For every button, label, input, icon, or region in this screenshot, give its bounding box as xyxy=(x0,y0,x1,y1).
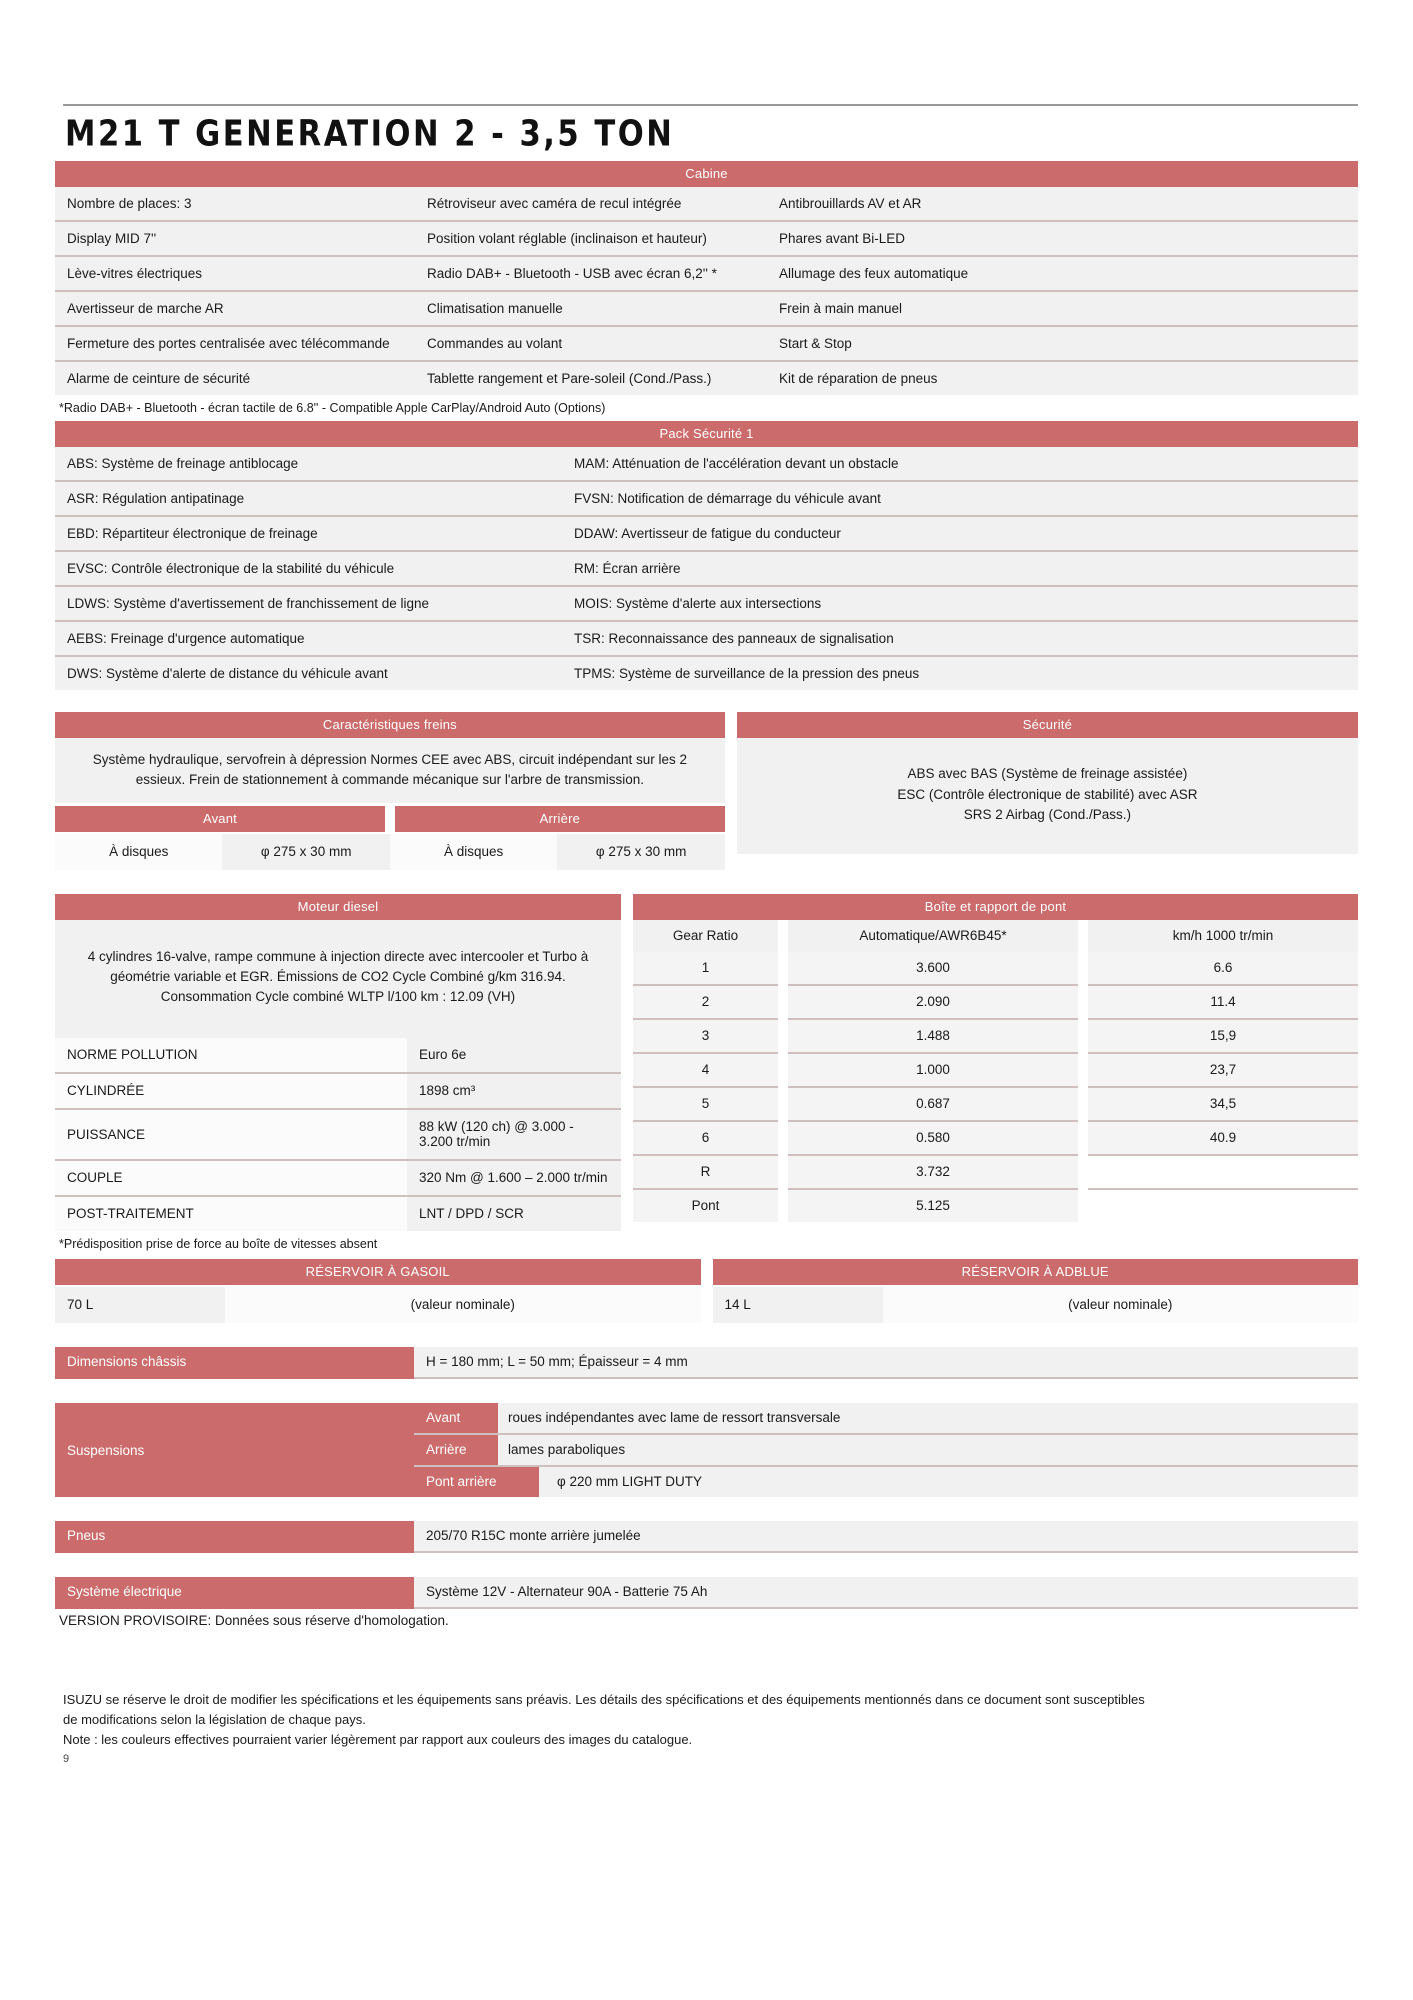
gear-index: 2 xyxy=(633,985,778,1019)
cabine-cell: Frein à main manuel xyxy=(767,291,1358,326)
table-row xyxy=(55,447,1358,481)
dimensions-chassis-row xyxy=(55,1347,1358,1379)
gear-index: 6 xyxy=(633,1121,778,1155)
table-row xyxy=(414,1467,1358,1497)
moteur-spec-label: NORME POLLUTION xyxy=(55,1038,407,1073)
table-row xyxy=(55,1073,621,1109)
gear-ratio-table xyxy=(633,920,1358,1222)
cabine-cell: Start & Stop xyxy=(767,326,1358,361)
cabine-cell: Tablette rangement et Pare-soleil (Cond./Pass.) xyxy=(415,361,767,395)
freins-values xyxy=(55,834,725,870)
gear-col-automatique: Automatique/AWR6B45* xyxy=(788,920,1078,952)
reservoir-adblue-value: 14 L xyxy=(713,1287,883,1323)
gear-ratio-value: 3.600 xyxy=(788,952,1078,985)
gear-ratio-value: 1.488 xyxy=(788,1019,1078,1053)
moteur-spec-value: 88 kW (120 ch) @ 3.000 - 3.200 tr/min xyxy=(407,1109,621,1160)
securite-cell: EVSC: Contrôle électronique de la stabilité du véhicule xyxy=(55,551,562,586)
boite-section-header: Boîte et rapport de pont xyxy=(633,894,1358,920)
table-row xyxy=(55,291,1358,326)
table-row xyxy=(414,1403,1358,1435)
securite-cell: AEBS: Freinage d'urgence automatique xyxy=(55,621,562,656)
legal-disclaimer xyxy=(55,1628,1358,1750)
gear-ratio-value: 2.090 xyxy=(788,985,1078,1019)
cabine-cell: Fermeture des portes centralisée avec télécommande xyxy=(55,326,415,361)
gear-kmh-value xyxy=(1088,1155,1358,1189)
gear-ratio-value: 0.580 xyxy=(788,1121,1078,1155)
table-row xyxy=(633,1189,1358,1222)
table-row xyxy=(55,586,1358,621)
table-row xyxy=(55,256,1358,291)
gear-index: 3 xyxy=(633,1019,778,1053)
moteur-spec-value: 320 Nm @ 1.600 – 2.000 tr/min xyxy=(407,1160,621,1196)
securite-line-3: SRS 2 Airbag (Cond./Pass.) xyxy=(963,807,1132,823)
securite-cell: TSR: Reconnaissance des panneaux de signalisation xyxy=(562,621,1358,656)
suspension-key-avant: Avant xyxy=(414,1403,498,1433)
gear-kmh-value: 23,7 xyxy=(1088,1053,1358,1087)
table-row xyxy=(55,621,1358,656)
pack-securite-section-header: Pack Sécurité 1 xyxy=(55,421,1358,447)
cabine-cell: Antibrouillards AV et AR xyxy=(767,187,1358,221)
moteur-description: 4 cylindres 16-valve, rampe commune à injection directe avec intercooler et Turbo à géométrie variable et EGR. Émissions de CO2 Cycle Combiné g/km 316.94. Consommation Cycle combiné WLTP l/100 km : 12.09 (VH) xyxy=(55,920,621,1038)
suspension-key-arriere: Arrière xyxy=(414,1435,498,1465)
moteur-boite-section xyxy=(55,894,1358,1231)
moteur-footnote: *Prédisposition prise de force au boîte de vitesses absent xyxy=(55,1231,1358,1257)
gear-index: Pont xyxy=(633,1189,778,1222)
cabine-cell: Radio DAB+ - Bluetooth - USB avec écran 6,2'' * xyxy=(415,256,767,291)
moteur-spec-table xyxy=(55,1038,621,1231)
gear-index: R xyxy=(633,1155,778,1189)
moteur-spec-label: PUISSANCE xyxy=(55,1109,407,1160)
cabine-cell: Lève-vitres électriques xyxy=(55,256,415,291)
gear-index: 4 xyxy=(633,1053,778,1087)
table-row xyxy=(55,481,1358,516)
gear-kmh-value: 11.4 xyxy=(1088,985,1358,1019)
table-row xyxy=(633,1053,1358,1087)
suspension-value-pont-arriere: φ 220 mm LIGHT DUTY xyxy=(539,1467,1358,1497)
securite-cell: RM: Écran arrière xyxy=(562,551,1358,586)
reservoirs-section xyxy=(55,1259,1358,1323)
page-title: M21 T GENERATION 2 - 3,5 TON xyxy=(65,112,675,155)
systeme-electrique-value: Système 12V - Alternateur 90A - Batterie 75 Ah xyxy=(414,1577,1358,1609)
securite-line-1: ABS avec BAS (Système de freinage assistée) xyxy=(907,765,1188,781)
table-row xyxy=(633,1155,1358,1189)
suspensions-rows xyxy=(414,1403,1358,1497)
freins-arriere-dim: φ 275 x 30 mm xyxy=(557,834,724,870)
securite-cell: EBD: Répartiteur électronique de freinage xyxy=(55,516,562,551)
gear-col-ratio: Gear Ratio xyxy=(633,920,778,952)
boite-block xyxy=(633,894,1358,1231)
moteur-spec-label: COUPLE xyxy=(55,1160,407,1196)
table-row xyxy=(633,1121,1358,1155)
cabine-table xyxy=(55,187,1358,395)
cabine-cell: Alarme de ceinture de sécurité xyxy=(55,361,415,395)
legal-line-2: de modifications selon la législation de chaque pays. xyxy=(63,1712,366,1728)
table-row xyxy=(55,656,1358,690)
table-row xyxy=(633,985,1358,1019)
dimensions-chassis-label: Dimensions châssis xyxy=(55,1347,414,1379)
pneus-row xyxy=(55,1521,1358,1553)
table-row xyxy=(55,1196,621,1231)
gear-kmh-value: 40.9 xyxy=(1088,1121,1358,1155)
gear-kmh-value: 6.6 xyxy=(1088,952,1358,985)
reservoir-adblue-note: (valeur nominale) xyxy=(883,1287,1359,1323)
cabine-section-header: Cabine xyxy=(55,161,1358,187)
cabine-cell: Allumage des feux automatique xyxy=(767,256,1358,291)
securite-cell: ASR: Régulation antipatinage xyxy=(55,481,562,516)
cabine-cell: Position volant réglable (inclinaison et hauteur) xyxy=(415,221,767,256)
reservoir-gasoil-block xyxy=(55,1259,701,1323)
cabine-cell: Display MID 7'' xyxy=(55,221,415,256)
cabine-cell: Phares avant Bi-LED xyxy=(767,221,1358,256)
gear-ratio-value: 5.125 xyxy=(788,1189,1078,1222)
freins-arriere-type: À disques xyxy=(390,834,557,870)
reservoir-adblue-header: RÉSERVOIR À ADBLUE xyxy=(713,1259,1359,1285)
moteur-spec-value: Euro 6e xyxy=(407,1038,621,1073)
cabine-cell: Rétroviseur avec caméra de recul intégrée xyxy=(415,187,767,221)
table-row xyxy=(633,952,1358,985)
moteur-section-header: Moteur diesel xyxy=(55,894,621,920)
cabine-cell: Climatisation manuelle xyxy=(415,291,767,326)
legal-line-1: ISUZU se réserve le droit de modifier les spécifications et les équipements sans préavis. Les détails des spécifications et des équipements mentionnés dans ce document sont susceptibles xyxy=(63,1692,1145,1708)
reservoir-gasoil-note: (valeur nominale) xyxy=(225,1287,701,1323)
moteur-spec-value: 1898 cm³ xyxy=(407,1073,621,1109)
pneus-value: 205/70 R15C monte arrière jumelée xyxy=(414,1521,1358,1553)
gear-kmh-value xyxy=(1088,1189,1358,1222)
cabine-footnote: *Radio DAB+ - Bluetooth - écran tactile de 6.8'' - Compatible Apple CarPlay/Android Auto (Options) xyxy=(55,395,1358,421)
table-row xyxy=(55,326,1358,361)
gear-kmh-value: 15,9 xyxy=(1088,1019,1358,1053)
table-row xyxy=(633,1087,1358,1121)
gear-ratio-value: 0.687 xyxy=(788,1087,1078,1121)
suspension-value-avant: roues indépendantes avec lame de ressort transversale xyxy=(498,1403,1358,1433)
freins-subheaders xyxy=(55,806,725,832)
table-row xyxy=(55,1038,621,1073)
gear-index: 5 xyxy=(633,1087,778,1121)
dimensions-chassis-value: H = 180 mm; L = 50 mm; Épaisseur = 4 mm xyxy=(414,1347,1358,1379)
gear-ratio-value: 3.732 xyxy=(788,1155,1078,1189)
securite-cell: TPMS: Système de surveillance de la pression des pneus xyxy=(562,656,1358,690)
reservoir-gasoil-value: 70 L xyxy=(55,1287,225,1323)
table-row xyxy=(55,1160,621,1196)
freins-avant-type: À disques xyxy=(55,834,222,870)
gear-ratio-value: 1.000 xyxy=(788,1053,1078,1087)
reservoir-gasoil-header: RÉSERVOIR À GASOIL xyxy=(55,1259,701,1285)
reservoir-gasoil-values xyxy=(55,1287,701,1323)
freins-avant-dim: φ 275 x 30 mm xyxy=(222,834,389,870)
version-provisoire-note: VERSION PROVISOIRE: Données sous réserve d'homologation. xyxy=(59,1613,449,1629)
pack-securite-table xyxy=(55,447,1358,690)
securite-section-header: Sécurité xyxy=(737,712,1358,738)
securite-block xyxy=(737,712,1358,870)
table-row xyxy=(55,361,1358,395)
reservoir-adblue-block xyxy=(713,1259,1359,1323)
freins-securite-section xyxy=(55,712,1358,870)
freins-block xyxy=(55,712,725,870)
systeme-electrique-row xyxy=(55,1577,1358,1609)
freins-description: Système hydraulique, servofrein à dépression Normes CEE avec ABS, circuit indépendant sur les 2 essieux. Frein de stationnement à commande mécanique sur l'arbre de transmission. xyxy=(55,738,725,803)
suspension-value-arriere: lames paraboliques xyxy=(498,1435,1358,1465)
moteur-spec-label: POST-TRAITEMENT xyxy=(55,1196,407,1231)
securite-cell: LDWS: Système d'avertissement de franchissement de ligne xyxy=(55,586,562,621)
table-row xyxy=(55,187,1358,221)
securite-cell: DWS: Système d'alerte de distance du véhicule avant xyxy=(55,656,562,690)
cabine-cell: Commandes au volant xyxy=(415,326,767,361)
gear-kmh-value: 34,5 xyxy=(1088,1087,1358,1121)
cabine-cell: Nombre de places: 3 xyxy=(55,187,415,221)
securite-body xyxy=(737,738,1358,854)
cabine-cell: Avertisseur de marche AR xyxy=(55,291,415,326)
legal-line-3: Note : les couleurs effectives pourraient varier légèrement par rapport aux couleurs des images du catalogue. xyxy=(63,1732,693,1748)
gear-index: 1 xyxy=(633,952,778,985)
pneus-label: Pneus xyxy=(55,1521,414,1553)
moteur-spec-value: LNT / DPD / SCR xyxy=(407,1196,621,1231)
securite-cell: MOIS: Système d'alerte aux intersections xyxy=(562,586,1358,621)
systeme-electrique-label: Système électrique xyxy=(55,1577,414,1609)
moteur-spec-label: CYLINDRÉE xyxy=(55,1073,407,1109)
table-row xyxy=(55,551,1358,586)
table-row xyxy=(55,516,1358,551)
moteur-block xyxy=(55,894,621,1231)
page-number: 9 xyxy=(63,1752,70,1765)
table-row xyxy=(633,1019,1358,1053)
freins-section-header: Caractéristiques freins xyxy=(55,712,725,738)
gear-col-kmh: km/h 1000 tr/min xyxy=(1088,920,1358,952)
securite-cell: FVSN: Notification de démarrage du véhicule avant xyxy=(562,481,1358,516)
suspensions-section xyxy=(55,1403,1358,1497)
securite-cell: ABS: Système de freinage antiblocage xyxy=(55,447,562,481)
freins-avant-header: Avant xyxy=(55,806,385,832)
table-row xyxy=(55,221,1358,256)
securite-cell: MAM: Atténuation de l'accélération devant un obstacle xyxy=(562,447,1358,481)
table-row xyxy=(55,1109,621,1160)
reservoir-adblue-values xyxy=(713,1287,1359,1323)
gear-table-header-row xyxy=(633,920,1358,952)
securite-line-2: ESC (Contrôle électronique de stabilité) avec ASR xyxy=(897,786,1198,802)
table-row xyxy=(414,1435,1358,1467)
suspension-key-pont-arriere: Pont arrière xyxy=(414,1467,539,1497)
cabine-cell: Kit de réparation de pneus xyxy=(767,361,1358,395)
suspensions-label: Suspensions xyxy=(55,1403,414,1497)
freins-arriere-header: Arrière xyxy=(395,806,725,832)
securite-cell: DDAW: Avertisseur de fatigue du conducteur xyxy=(562,516,1358,551)
